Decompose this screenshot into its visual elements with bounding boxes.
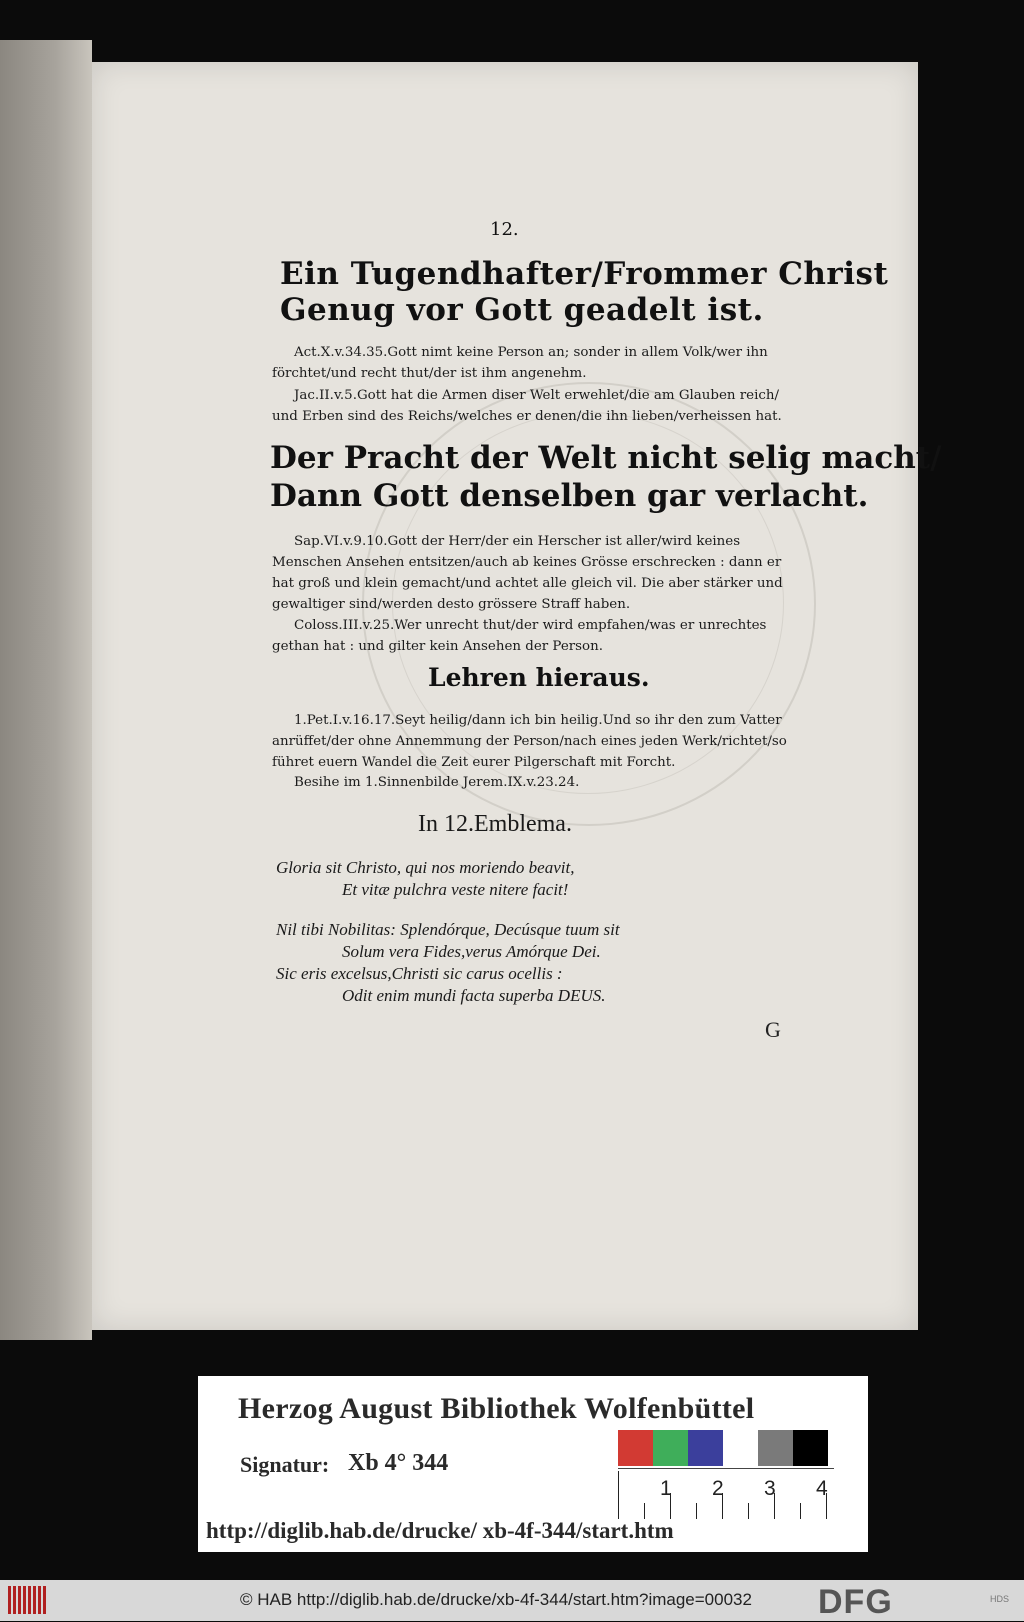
verse-line-1: Gloria sit Christo, qui nos moriendo beavit,: [276, 858, 575, 877]
title-line-1: Ein Tugendhafter/Frommer Christ: [280, 256, 889, 292]
digital-library-url[interactable]: http://diglib.hab.de/drucke/ xb-4f-344/start.htm: [206, 1518, 674, 1543]
verse-line-5: Sic eris excelsus,Christi sic carus ocellis :: [276, 964, 563, 983]
barcode-logo-icon: [8, 1586, 48, 1614]
swatch-red: [618, 1430, 653, 1466]
motto-line-2: Dann Gott denselben gar verlacht.: [270, 478, 869, 514]
viewer-footer: [0, 1580, 1024, 1621]
verse-line-2: Et vitæ pulchra veste nitere facit!: [342, 880, 569, 899]
ruler-tick: [748, 1503, 749, 1519]
color-calibration-strip: [618, 1430, 828, 1466]
paragraph-cross-reference: Besihe im 1.Sinnenbilde Jerem.IX.v.23.24.: [294, 775, 580, 790]
title-line-2: Genug vor Gott geadelt ist.: [280, 292, 764, 328]
measurement-ruler: [618, 1468, 834, 1519]
paragraph-james: Jac.II.v.5.Gott hat die Armen diser Welt erwehlet/die am Glauben reich/ und Erben sind des Reichs/welches er denen/die ihn lieben/verheissen hat.: [272, 388, 782, 424]
swatch-blue: [688, 1430, 723, 1466]
book-edge: [0, 40, 92, 1340]
ruler-tick: [800, 1503, 801, 1519]
motto-line-1: Der Pracht der Welt nicht selig macht/: [270, 440, 942, 476]
swatch-green: [653, 1430, 688, 1466]
verse-line-3: Nil tibi Nobilitas: Splendórque, Decúsque tuum sit: [276, 920, 620, 939]
ruler-label-1: 1: [660, 1477, 672, 1500]
ruler-label-3: 3: [764, 1477, 776, 1500]
paragraph-colossians: Coloss.III.v.25.Wer unrecht thut/der wird empfahen/was er unrechtes gethan hat : und gilter kein Ansehen der Person.: [272, 618, 767, 654]
swatch-black: [793, 1430, 828, 1466]
ruler-tick: [696, 1503, 697, 1519]
library-name: Herzog August Bibliothek Wolfenbüttel: [238, 1392, 755, 1425]
dfg-logo: DFG: [818, 1583, 893, 1621]
verse-line-6: Odit enim mundi facta superba DEUS.: [342, 986, 606, 1005]
hds-mark: HDS: [990, 1594, 1010, 1604]
emblem-heading: In 12.Emblema.: [418, 811, 572, 837]
ruler-label-4: 4: [816, 1477, 828, 1500]
ruler-label-2: 2: [712, 1477, 724, 1500]
copyright-url[interactable]: © HAB http://diglib.hab.de/drucke/xb-4f-344/start.htm?image=00032: [240, 1590, 752, 1609]
signatur-label: Signatur:: [240, 1452, 330, 1477]
page-number: 12.: [490, 219, 519, 240]
library-label-card: [198, 1376, 868, 1552]
ruler-tick: [618, 1471, 619, 1519]
signature-mark: G: [765, 1017, 781, 1042]
verse-line-4: Solum vera Fides,verus Amórque Dei.: [342, 942, 601, 961]
paragraph-peter: 1.Pet.I.v.16.17.Seyt heilig/dann ich bin heilig.Und so ihr den zum Vatter anrüffet/der ohne Annemmung der Person/nach eines jeden Werk/richtet/so führet euern Wandel die Zeit eurer Pilgerschaft mit Forcht.: [272, 713, 787, 770]
book-page: [92, 62, 918, 1330]
section-heading-lehren: Lehren hieraus.: [428, 663, 650, 692]
paragraph-acts: Act.X.v.34.35.Gott nimt keine Person an; sonder in allem Volk/wer ihn förchtet/und recht thut/der ist ihm angenehm.: [272, 345, 768, 381]
ruler-tick: [644, 1503, 645, 1519]
swatch-gray: [758, 1430, 793, 1466]
signatur-value: Xb 4° 344: [348, 1450, 449, 1476]
swatch-white: [723, 1430, 758, 1466]
paragraph-wisdom: Sap.VI.v.9.10.Gott der Herr/der ein Herscher ist aller/wird keines Menschen Ansehen entsitzen/auch ab keines Grösse erschrecken : dann er hat groß und klein gemacht/und achtet alle gleich vil. Die aber stärker und gewaltiger sind/werden desto grössere Straff haben.: [272, 534, 783, 612]
